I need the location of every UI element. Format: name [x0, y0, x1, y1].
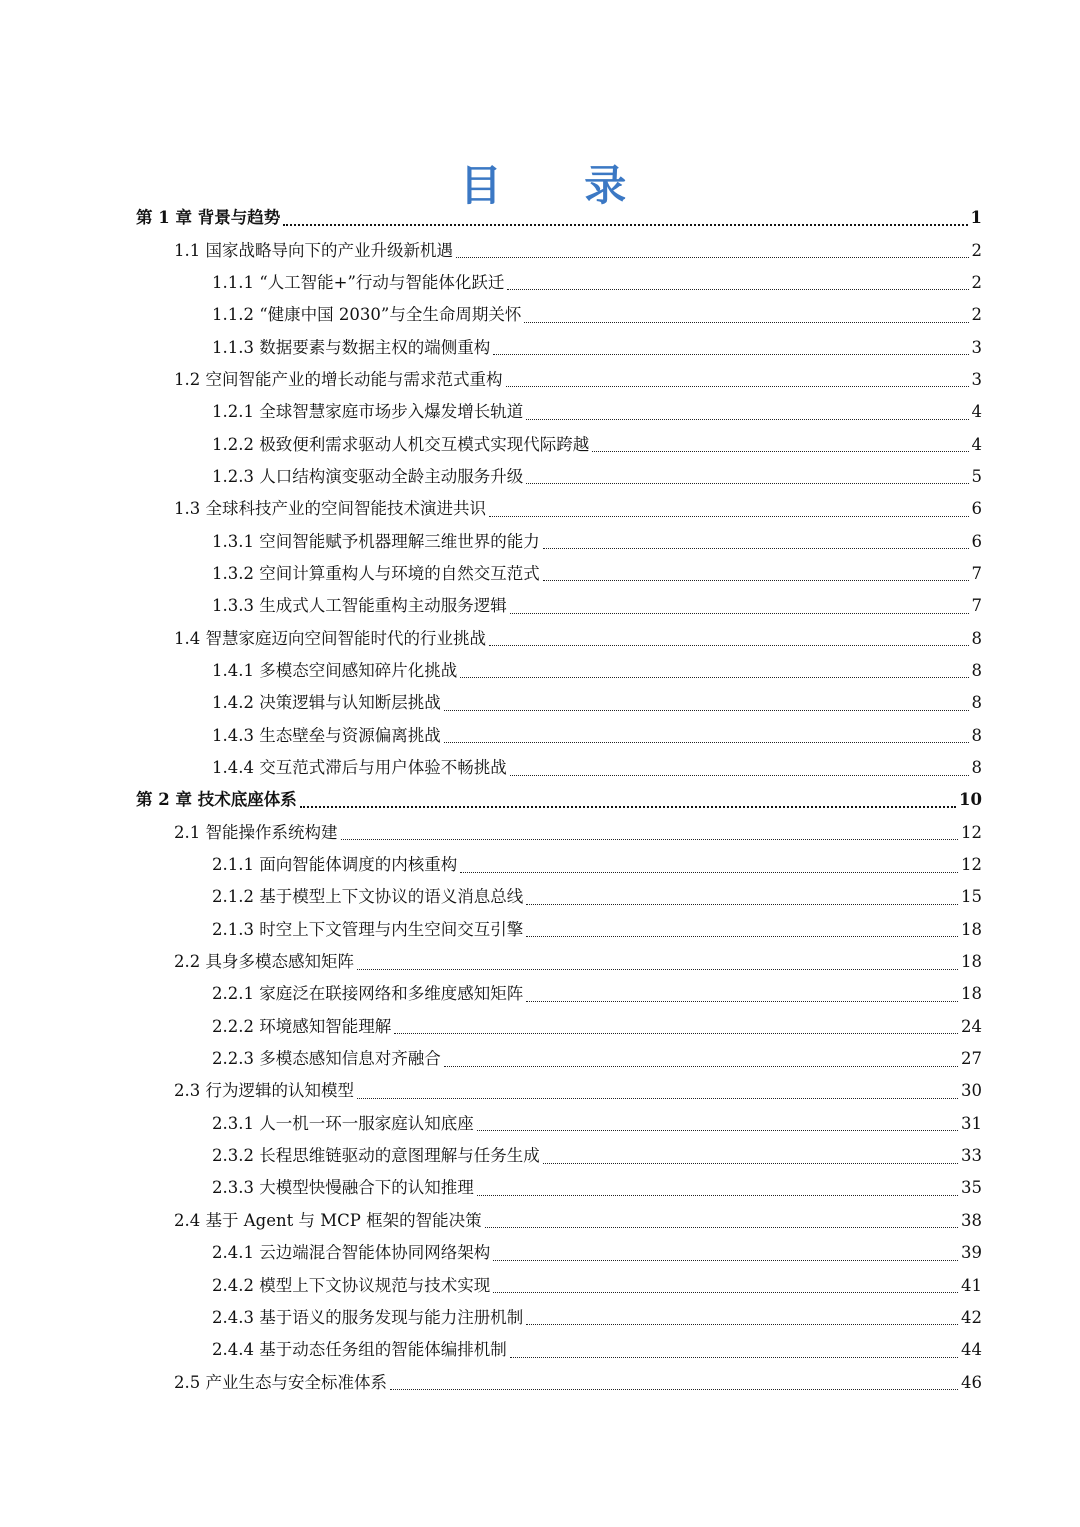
dot-leader — [390, 1389, 958, 1390]
toc-entry-label: 2.4 基于 Agent 与 MCP 框架的智能决策 — [174, 1210, 482, 1230]
toc-entry[interactable] — [0, 493, 982, 525]
toc-entry-page: 18 — [961, 919, 982, 939]
toc-entry-label: 1.3.3 生成式人工智能重构主动服务逻辑 — [212, 596, 507, 616]
dot-leader — [489, 645, 969, 646]
toc-entry-label: 1.4.2 决策逻辑与认知断层挑战 — [212, 693, 441, 713]
toc-entry-label: 1.4 智慧家庭迈向空间智能时代的行业挑战 — [174, 628, 486, 648]
toc-entry[interactable] — [0, 1108, 982, 1140]
dot-leader — [493, 1260, 958, 1261]
toc-entry-label: 1.2.1 全球智慧家庭市场步入爆发增长轨道 — [212, 402, 524, 422]
toc-entry-label: 第 2 章 技术底座体系 — [136, 790, 297, 810]
toc-entry-label: 1.3 全球科技产业的空间智能技术演进共识 — [174, 499, 486, 519]
toc-entry[interactable] — [0, 946, 982, 978]
dot-leader — [526, 419, 968, 420]
toc-entry-label: 2.2 具身多模态感知矩阵 — [174, 952, 354, 972]
toc-entry[interactable] — [0, 914, 982, 946]
toc-entry[interactable] — [0, 331, 982, 363]
toc-entry[interactable] — [0, 525, 982, 557]
toc-entry-label: 1.1.3 数据要素与数据主权的端侧重构 — [212, 337, 491, 357]
toc-entry[interactable] — [0, 1043, 982, 1075]
dot-leader — [506, 386, 969, 387]
toc-entry-page: 8 — [971, 725, 982, 745]
toc-entry[interactable] — [0, 655, 982, 687]
toc-entry-page: 12 — [961, 822, 982, 842]
toc-entry[interactable] — [0, 396, 982, 428]
toc-entry-page: 2 — [971, 305, 982, 325]
toc-entry-label: 2.1.2 基于模型上下文协议的语义消息总线 — [212, 887, 524, 907]
toc-entry[interactable] — [0, 849, 982, 881]
toc-entry[interactable] — [0, 1205, 982, 1237]
toc-entry-label: 2.3.2 长程思维链驱动的意图理解与任务生成 — [212, 1146, 540, 1166]
toc-entry[interactable] — [0, 267, 982, 299]
dot-leader — [543, 1163, 958, 1164]
dot-leader — [300, 806, 956, 808]
table-of-contents — [0, 202, 1080, 1399]
toc-entry[interactable] — [0, 1366, 982, 1398]
toc-entry-page: 35 — [961, 1178, 982, 1198]
toc-entry-label: 1.1.1 “人工智能+”行动与智能体化跃迁 — [212, 272, 505, 292]
toc-entry-label: 2.2.2 环境感知智能理解 — [212, 1016, 392, 1036]
dot-leader — [394, 1033, 958, 1034]
dot-leader — [507, 289, 968, 290]
toc-entry-label: 第 1 章 背景与趋势 — [136, 208, 281, 228]
toc-entry-label: 2.4.3 基于语义的服务发现与能力注册机制 — [212, 1307, 524, 1327]
toc-entry[interactable] — [0, 881, 982, 913]
toc-entry-page: 2 — [971, 272, 982, 292]
toc-entry[interactable] — [0, 720, 982, 752]
toc-entry-label: 2.4.2 模型上下文协议规范与技术实现 — [212, 1275, 491, 1295]
dot-leader — [543, 580, 969, 581]
toc-entry[interactable] — [0, 687, 982, 719]
dot-leader — [444, 1066, 958, 1067]
dot-leader — [493, 354, 968, 355]
toc-entry-label: 2.3 行为逻辑的认知模型 — [174, 1081, 354, 1101]
dot-leader — [510, 1357, 958, 1358]
dot-leader — [456, 257, 969, 258]
toc-entry-page: 8 — [971, 628, 982, 648]
dot-leader — [592, 451, 968, 452]
toc-entry[interactable] — [0, 1302, 982, 1334]
toc-entry-label: 1.4.3 生态壁垒与资源偏离挑战 — [212, 725, 441, 745]
dot-leader — [341, 839, 959, 840]
toc-entry-label: 1.4.1 多模态空间感知碎片化挑战 — [212, 660, 458, 680]
toc-entry[interactable] — [0, 978, 982, 1010]
toc-entry-label: 2.3.3 大模型快慢融合下的认知推理 — [212, 1178, 474, 1198]
toc-entry-page: 5 — [971, 466, 982, 486]
dot-leader — [526, 483, 968, 484]
toc-entry[interactable] — [0, 622, 982, 654]
toc-entry[interactable] — [0, 428, 982, 460]
dot-leader — [510, 613, 969, 614]
toc-entry-label: 2.4.1 云边端混合智能体协同网络架构 — [212, 1243, 491, 1263]
dot-leader — [444, 710, 969, 711]
dot-leader — [526, 1001, 958, 1002]
toc-entry-label: 1.3.1 空间智能赋予机器理解三维世界的能力 — [212, 531, 540, 551]
toc-entry-page: 4 — [971, 434, 982, 454]
dot-leader — [460, 677, 968, 678]
toc-entry-label: 1.4.4 交互范式滞后与用户体验不畅挑战 — [212, 758, 507, 778]
toc-entry-label: 1.1 国家战略导向下的产业升级新机遇 — [174, 240, 453, 260]
toc-entry-label: 1.2.2 极致便利需求驱动人机交互模式实现代际跨越 — [212, 434, 590, 454]
toc-entry-page: 38 — [961, 1210, 982, 1230]
toc-entry[interactable] — [0, 202, 982, 234]
toc-entry[interactable] — [0, 1075, 982, 1107]
toc-entry-label: 2.3.1 人一机一环一服家庭认知底座 — [212, 1113, 474, 1133]
toc-entry-page: 10 — [959, 790, 982, 810]
dot-leader — [526, 904, 958, 905]
toc-entry-label: 2.2.3 多模态感知信息对齐融合 — [212, 1049, 441, 1069]
toc-entry-page: 33 — [961, 1146, 982, 1166]
toc-entry-page: 41 — [961, 1275, 982, 1295]
toc-entry[interactable] — [0, 1237, 982, 1269]
toc-entry-page: 3 — [971, 337, 982, 357]
dot-leader — [477, 1130, 958, 1131]
toc-entry[interactable] — [0, 1334, 982, 1366]
toc-entry-label: 1.3.2 空间计算重构人与环境的自然交互范式 — [212, 563, 540, 583]
dot-leader — [524, 322, 968, 323]
toc-entry-page: 6 — [971, 499, 982, 519]
toc-entry-page: 1 — [970, 208, 982, 228]
toc-entry-label: 1.2.3 人口结构演变驱动全龄主动服务升级 — [212, 466, 524, 486]
dot-leader — [357, 1098, 958, 1099]
toc-entry-label: 2.1.3 时空上下文管理与内生空间交互引擎 — [212, 919, 524, 939]
dot-leader — [526, 1324, 958, 1325]
toc-entry[interactable] — [0, 590, 982, 622]
dot-leader — [485, 1227, 958, 1228]
toc-entry-page: 7 — [971, 596, 982, 616]
toc-entry[interactable] — [0, 364, 982, 396]
dot-leader — [493, 1292, 958, 1293]
dot-leader — [357, 969, 958, 970]
toc-entry-page: 42 — [961, 1307, 982, 1327]
toc-entry[interactable] — [0, 817, 982, 849]
toc-entry-label: 2.1.1 面向智能体调度的内核重构 — [212, 855, 458, 875]
toc-entry[interactable] — [0, 1269, 982, 1301]
toc-entry-page: 18 — [961, 984, 982, 1004]
toc-entry-page: 44 — [961, 1340, 982, 1360]
toc-entry[interactable] — [0, 752, 982, 784]
toc-entry-page: 15 — [961, 887, 982, 907]
dot-leader — [444, 742, 969, 743]
toc-entry-label: 2.2.1 家庭泛在联接网络和多维度感知矩阵 — [212, 984, 524, 1004]
toc-entry-page: 6 — [971, 531, 982, 551]
toc-entry-label: 1.1.2 “健康中国 2030”与全生命周期关怀 — [212, 305, 522, 325]
toc-entry[interactable] — [0, 1172, 982, 1204]
toc-entry-page: 2 — [971, 240, 982, 260]
dot-leader — [477, 1195, 958, 1196]
toc-entry-page: 46 — [961, 1372, 982, 1392]
toc-entry[interactable] — [0, 461, 982, 493]
dot-leader — [460, 872, 958, 873]
toc-entry[interactable] — [0, 1140, 982, 1172]
toc-entry-label: 2.5 产业生态与安全标准体系 — [174, 1372, 387, 1392]
toc-entry-page: 12 — [961, 855, 982, 875]
toc-entry[interactable] — [0, 1011, 982, 1043]
toc-entry-page: 8 — [971, 660, 982, 680]
dot-leader — [283, 224, 967, 226]
toc-entry[interactable] — [0, 299, 982, 331]
toc-entry-page: 18 — [961, 952, 982, 972]
dot-leader — [526, 936, 958, 937]
toc-entry-label: 2.1 智能操作系统构建 — [174, 822, 338, 842]
toc-entry-page: 24 — [961, 1016, 982, 1036]
toc-entry[interactable] — [0, 784, 982, 816]
toc-entry-page: 39 — [961, 1243, 982, 1263]
toc-entry-label: 1.2 空间智能产业的增长动能与需求范式重构 — [174, 369, 503, 389]
toc-entry-page: 30 — [961, 1081, 982, 1101]
dot-leader — [543, 548, 969, 549]
toc-entry-page: 4 — [971, 402, 982, 422]
toc-entry-page: 8 — [971, 693, 982, 713]
toc-entry-page: 27 — [961, 1049, 982, 1069]
toc-entry[interactable] — [0, 558, 982, 590]
dot-leader — [489, 516, 969, 517]
toc-entry-page: 3 — [971, 369, 982, 389]
toc-entry-page: 8 — [971, 758, 982, 778]
dot-leader — [510, 775, 969, 776]
toc-entry-page: 31 — [961, 1113, 982, 1133]
toc-entry-page: 7 — [971, 563, 982, 583]
toc-entry-label: 2.4.4 基于动态任务组的智能体编排机制 — [212, 1340, 507, 1360]
toc-title: 目 录 — [459, 161, 661, 211]
toc-entry[interactable] — [0, 234, 982, 266]
